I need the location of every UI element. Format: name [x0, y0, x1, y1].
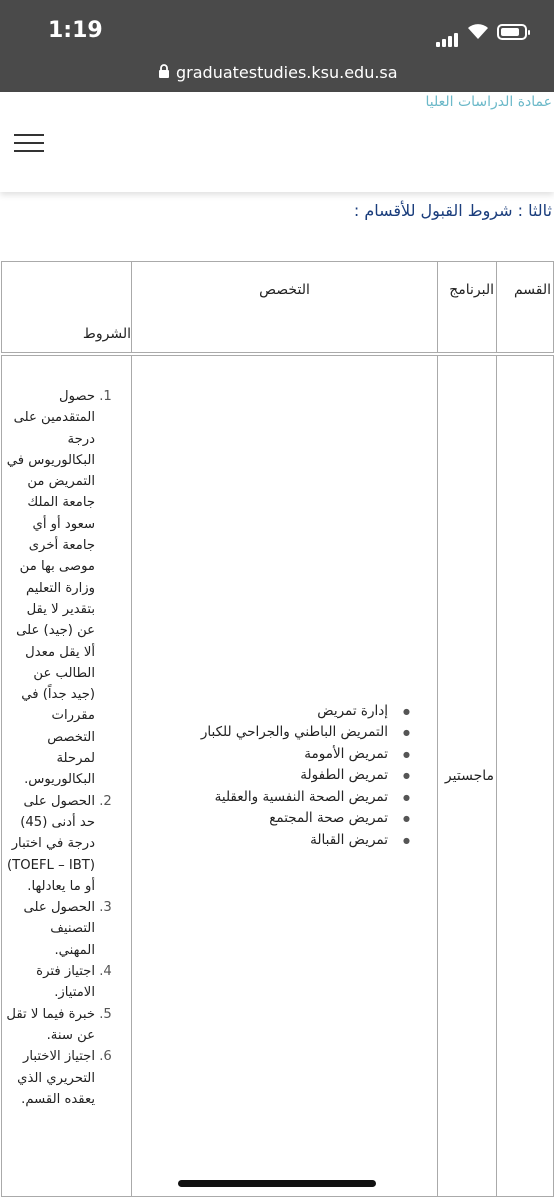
header-program: البرنامج [438, 262, 497, 353]
specialization-item: ● تمريض الأمومة [133, 744, 404, 766]
condition-item: 5. خبرة فيما لا تقل عن سنة. [6, 1004, 95, 1047]
section-heading: ثالثا : شروط القبول للأقسام : [353, 201, 552, 220]
header-conditions: الشروط [2, 262, 132, 353]
hamburger-menu-icon[interactable] [14, 134, 44, 154]
specialization-item: ● تمريض الطفولة [133, 765, 404, 787]
specializations-cell [132, 356, 438, 1197]
admission-conditions-table [1, 261, 554, 1197]
header-dept: القسم [497, 262, 554, 353]
dept-cell [497, 356, 554, 1197]
lock-icon [158, 63, 170, 79]
specialization-item: ● تمريض القبالة [133, 830, 404, 852]
home-indicator[interactable] [178, 1180, 376, 1187]
conditions-list [6, 386, 123, 1110]
condition-item: 6. اجتياز الاختبار التحريري الذي يعقده القسم. [6, 1046, 95, 1110]
browser-address-bar[interactable] [0, 58, 554, 92]
program-cell: ماجستير [438, 356, 497, 1197]
specialization-item: ● تمريض صحة المجتمع [133, 808, 404, 830]
site-title[interactable]: عمادة الدراسات العليا [425, 94, 552, 110]
site-header [0, 92, 554, 192]
specialization-item: ● تمريض الصحة النفسية والعقلية [133, 787, 404, 809]
condition-item: 3. الحصول على التصنيف المهني. [6, 897, 95, 961]
url-text[interactable]: graduatestudies.ksu.edu.sa [176, 63, 398, 82]
table-row [2, 356, 554, 1197]
specializations-list [133, 701, 436, 852]
specialization-item: ● إدارة تمريض [133, 701, 404, 723]
conditions-cell [2, 356, 132, 1197]
cellular-signal-icon [436, 28, 460, 47]
condition-item: 4. اجتياز فترة الامتياز. [6, 961, 95, 1004]
status-bar [0, 0, 554, 58]
status-time: 1:19 [48, 18, 103, 43]
specialization-item: ● التمريض الباطني والجراحي للكبار [133, 722, 404, 744]
condition-item: 1. حصول المتقدمين على درجة البكالوريوس في التمريض من جامعة الملك سعود أو أي جامعة أخرى موصى بها من وزارة التعليم بتقدير لا يقل عن (جيد) على ألا يقل معدل الطالب عن (جيد جداً) في مقررات التخصص لمرحلة البكالوريوس. [6, 386, 95, 791]
battery-icon [497, 24, 527, 40]
header-specialization: التخصص [132, 262, 438, 353]
condition-item: 2. الحصول على حد أدنى (45) درجة في اختبار (TOEFL – IBT) أو ما يعادلها. [6, 791, 95, 897]
wifi-icon [466, 22, 490, 40]
